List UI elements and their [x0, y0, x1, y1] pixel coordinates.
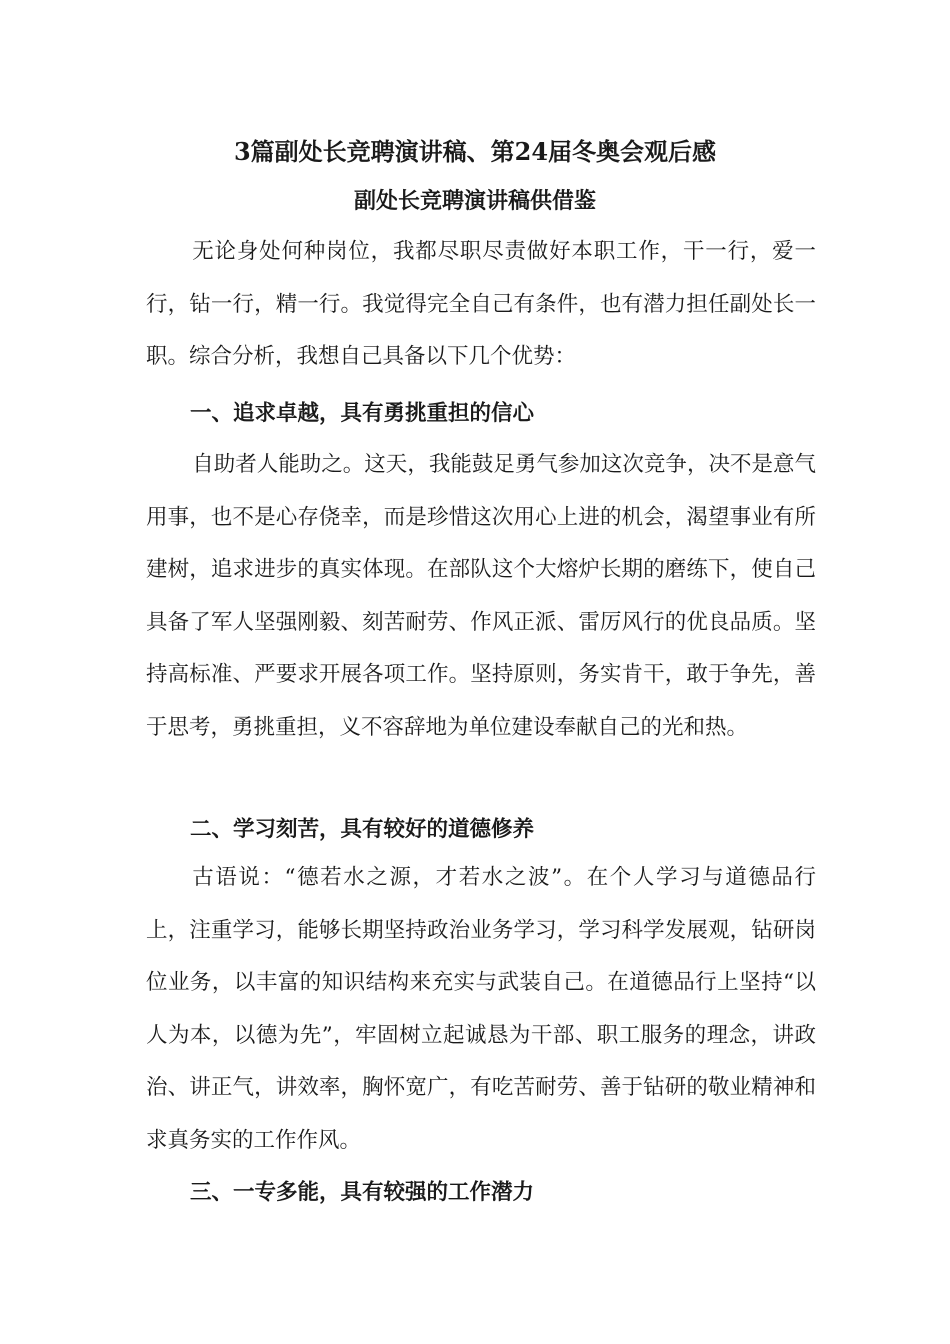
document-subtitle: 副处长竞聘演讲稿供借鉴: [353, 188, 596, 214]
section-body-1: 自助者人能助之。这天，我能鼓足勇气参加这次竞争，决不是意气用事，也不是心存侥幸，而是珍惜这次用心上进的机会，渴望事业有所建树，追求进步的真实体现。在部队这个大熔炉长期的磨练下，使自己具备了军人坚强刚毅、刻苦耐劳、作风正派、雷厉风行的优良品质。坚持高标准、严要求开展各项工作。坚持原则，务实肯干，敢于争先，善于思考，勇挑重担，义不容辞地为单位建设奉献自己的光和热。: [146, 452, 816, 740]
section-heading-2: 二、学习刻苦，具有较好的道德修养: [190, 817, 535, 842]
intro-paragraph: 无论身处何种岗位，我都尽职尽责做好本职工作，干一行，爱一行，钻一行，精一行。我觉得完全自己有条件，也有潜力担任副处长一职。综合分析，我想自己具备以下几个优势：: [146, 239, 816, 370]
section-heading-3: 三、一专多能，具有较强的工作潜力: [190, 1180, 535, 1205]
document-title: 3篇副处长竞聘演讲稿、第24届冬奥会观后感: [233, 137, 717, 166]
section-body-2: 古语说：“德若水之源，才若水之波”。在个人学习与道德品行上，注重学习，能够长期坚持政治业务学习，学习科学发展观，钻研岗位业务，以丰富的知识结构来充实与武装自己。在道德品行上坚持“以人为本，以德为先”，牢固树立起诚恳为干部、职工服务的理念，讲政治、讲正气，讲效率，胸怀宽广，有吃苦耐劳、善于钻研的敬业精神和求真务实的工作作风。: [146, 865, 816, 1153]
section-heading-1: 一、追求卓越，具有勇挑重担的信心: [190, 401, 535, 426]
